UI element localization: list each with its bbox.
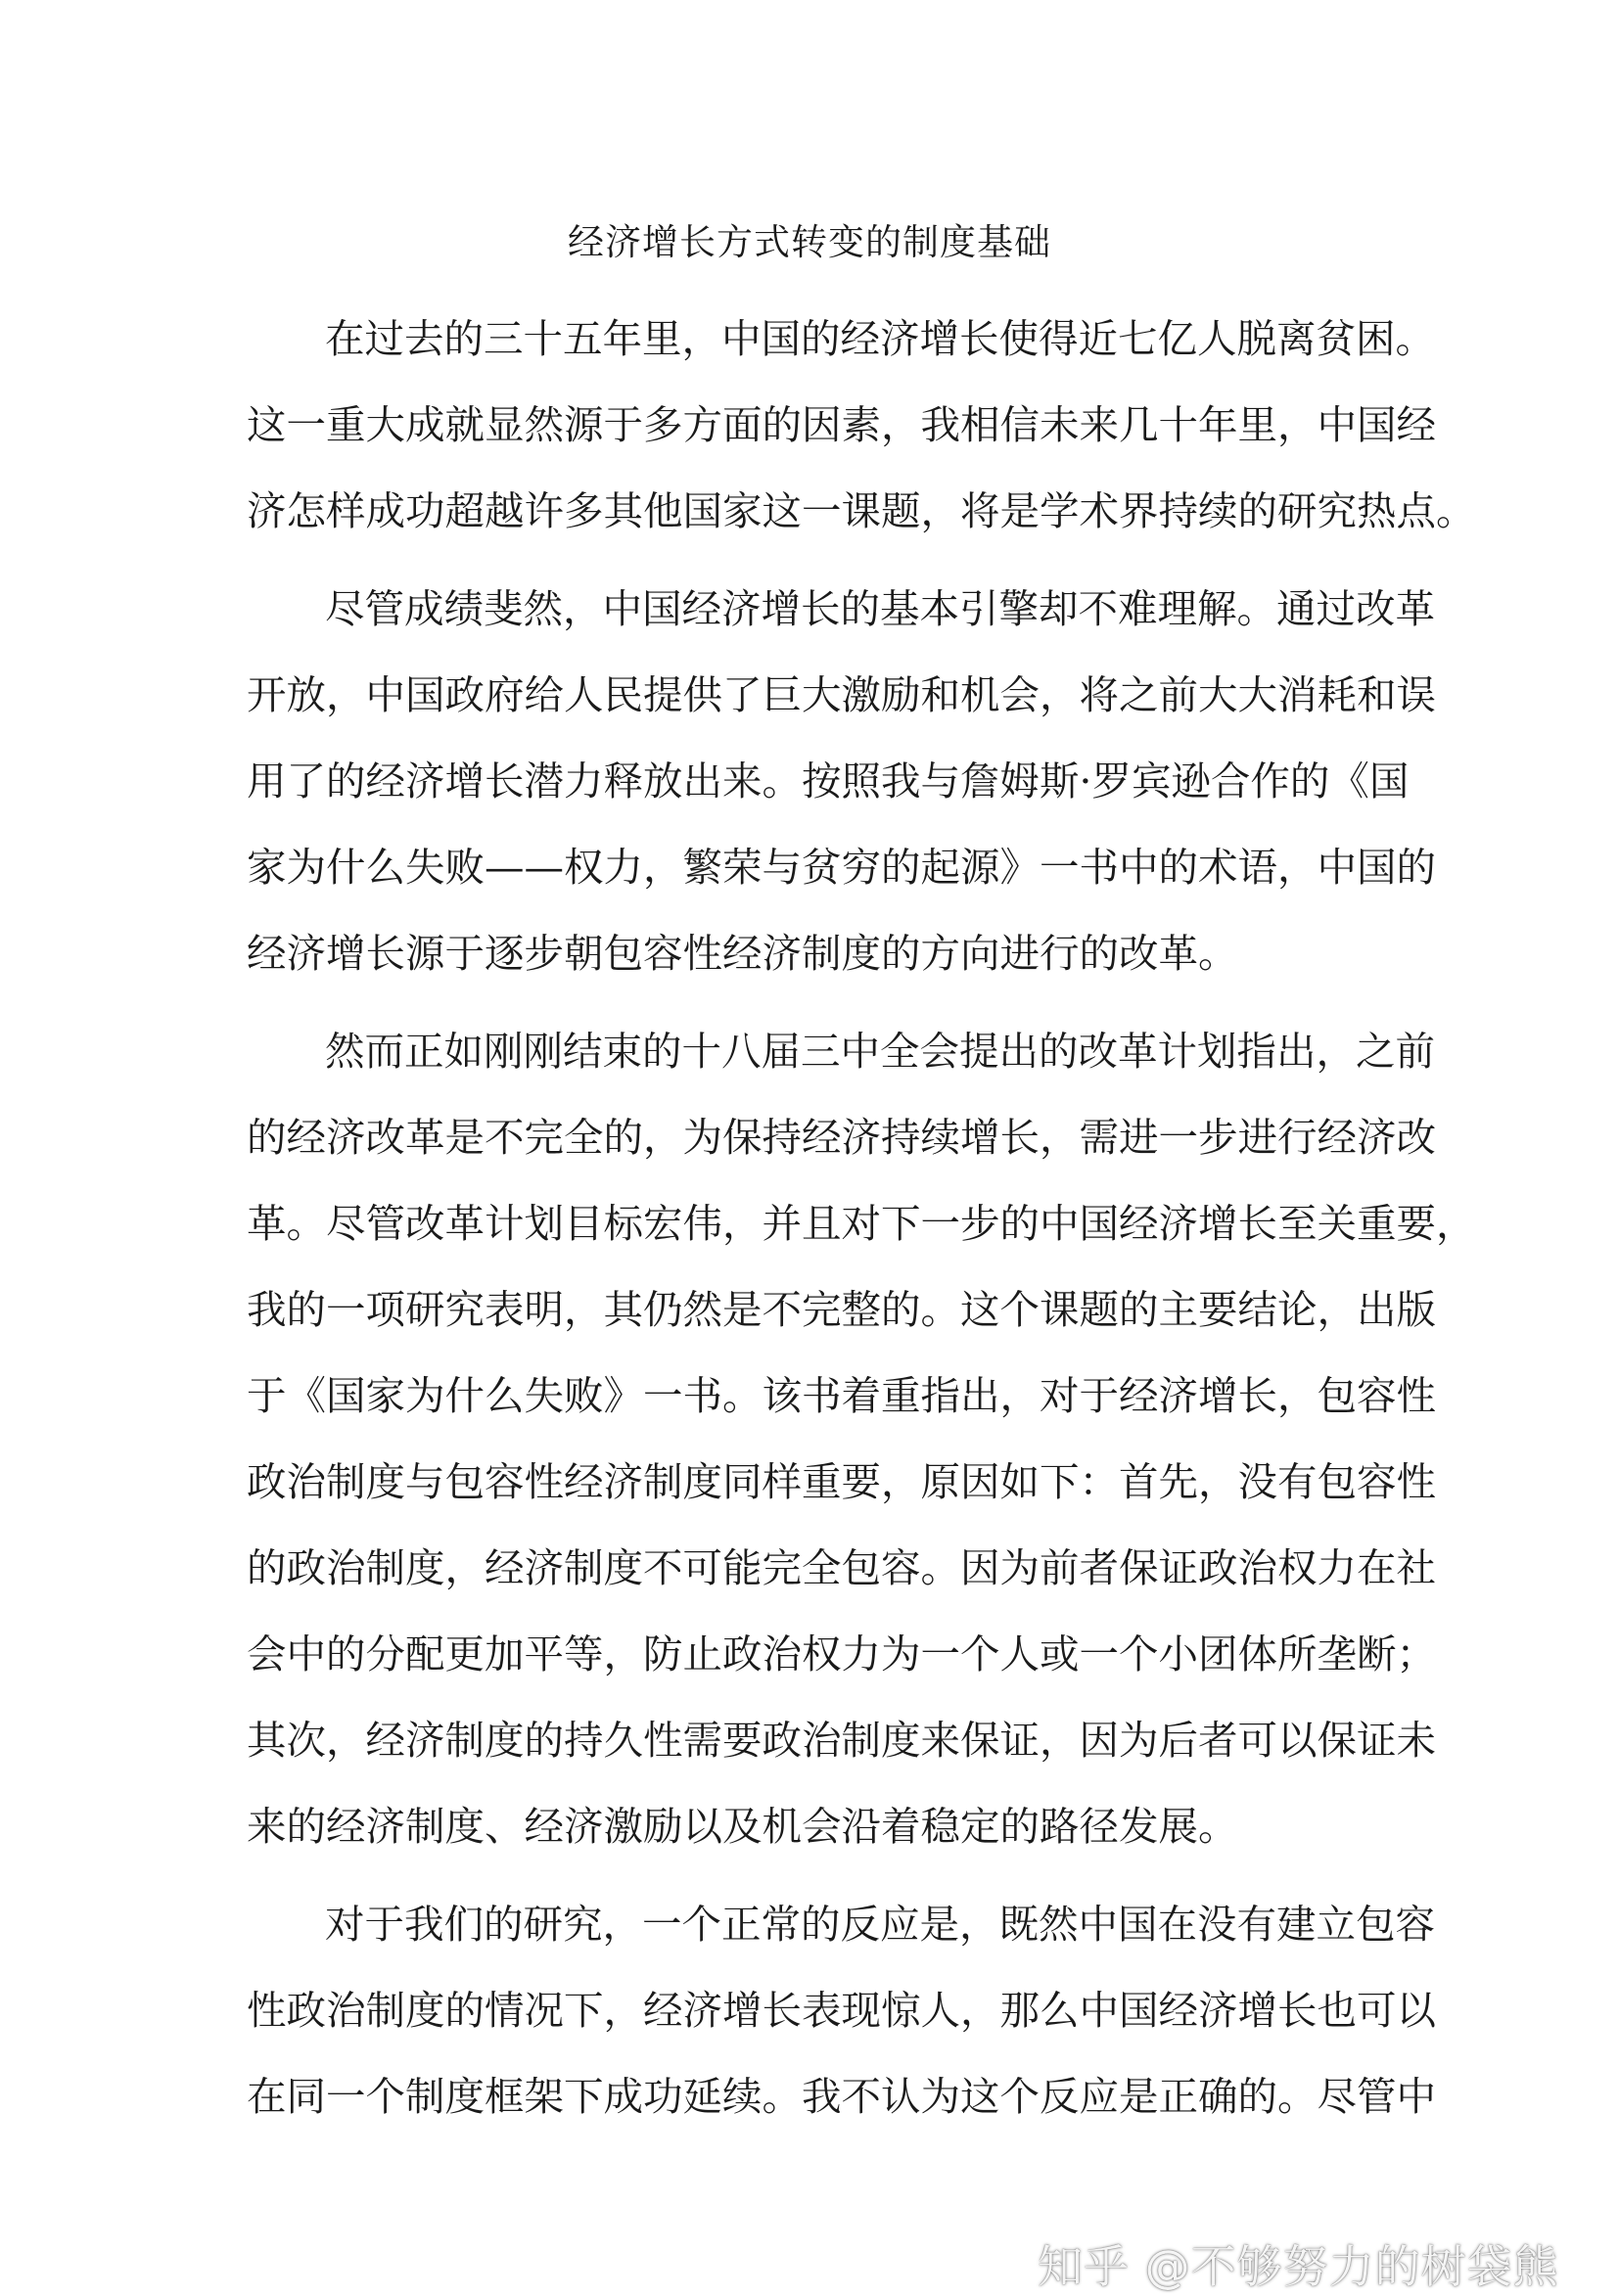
paragraph-line: 经济增长源于逐步朝包容性经济制度的方向进行的改革。: [247, 930, 1238, 977]
paragraph-line: 我的一项研究表明，其仍然是不完整的。这个课题的主要结论，出版: [247, 1286, 1436, 1333]
paragraph-line: 的政治制度，经济制度不可能完全包容。因为前者保证政治权力在社: [247, 1544, 1436, 1591]
paragraph-line: 政治制度与包容性经济制度同样重要，原因如下：首先，没有包容性: [247, 1458, 1436, 1505]
paragraph-line: 的经济改革是不完全的，为保持经济持续增长，需进一步进行经济改: [247, 1114, 1436, 1161]
paragraph-line: 其次，经济制度的持久性需要政治制度来保证，因为后者可以保证未: [247, 1717, 1436, 1764]
paragraph-line: 于《国家为什么失败》一书。该书着重指出，对于经济增长，包容性: [247, 1372, 1436, 1419]
paragraph-line: 这一重大成就显然源于多方面的因素，我相信未来几十年里，中国经: [247, 401, 1436, 448]
document-body: [247, 296, 1476, 2151]
paragraph-line: 会中的分配更加平等，防止政治权力为一个人或一个小团体所垄断；: [247, 1630, 1436, 1677]
paragraph-2: [247, 566, 1436, 996]
paragraph-line: 性政治制度的情况下，经济增长表现惊人，那么中国经济增长也可以: [247, 1987, 1436, 2034]
paragraph-line: 济怎样成功超越许多其他国家这一课题，将是学术界持续的研究热点。: [247, 487, 1476, 534]
paragraph-3: [247, 1008, 1476, 1869]
paragraph-line: 来的经济制度、经济激励以及机会沿着稳定的路径发展。: [247, 1803, 1238, 1850]
paragraph-1: [247, 296, 1476, 554]
paragraph-line: 在同一个制度框架下成功延续。我不认为这个反应是正确的。尽管中: [247, 2073, 1436, 2120]
paragraph-line: 然而正如刚刚结束的十八届三中全会提出的改革计划指出，之前: [325, 1028, 1435, 1075]
paragraph-line: 革。尽管改革计划目标宏伟，并且对下一步的中国经济增长至关重要，: [247, 1200, 1476, 1247]
paragraph-line: 对于我们的研究，一个正常的反应是，既然中国在没有建立包容: [325, 1901, 1435, 1948]
watermark: 知乎 @不够努力的树袋熊: [1038, 2240, 1559, 2293]
paragraph-line: 用了的经济增长潜力释放出来。按照我与詹姆斯·罗宾逊合作的《国: [247, 758, 1410, 804]
paragraph-4: [247, 1881, 1436, 2139]
paragraph-line: 家为什么失败——权力，繁荣与贫穷的起源》一书中的术语，中国的: [247, 844, 1436, 891]
document-title: 经济增长方式转变的制度基础: [568, 221, 1051, 263]
paragraph-line: 开放，中国政府给人民提供了巨大激励和机会，将之前大大消耗和误: [247, 671, 1436, 718]
paragraph-line: 在过去的三十五年里，中国的经济增长使得近七亿人脱离贫困。: [325, 315, 1435, 362]
paragraph-line: 尽管成绩斐然，中国经济增长的基本引擎却不难理解。通过改革: [325, 585, 1435, 632]
